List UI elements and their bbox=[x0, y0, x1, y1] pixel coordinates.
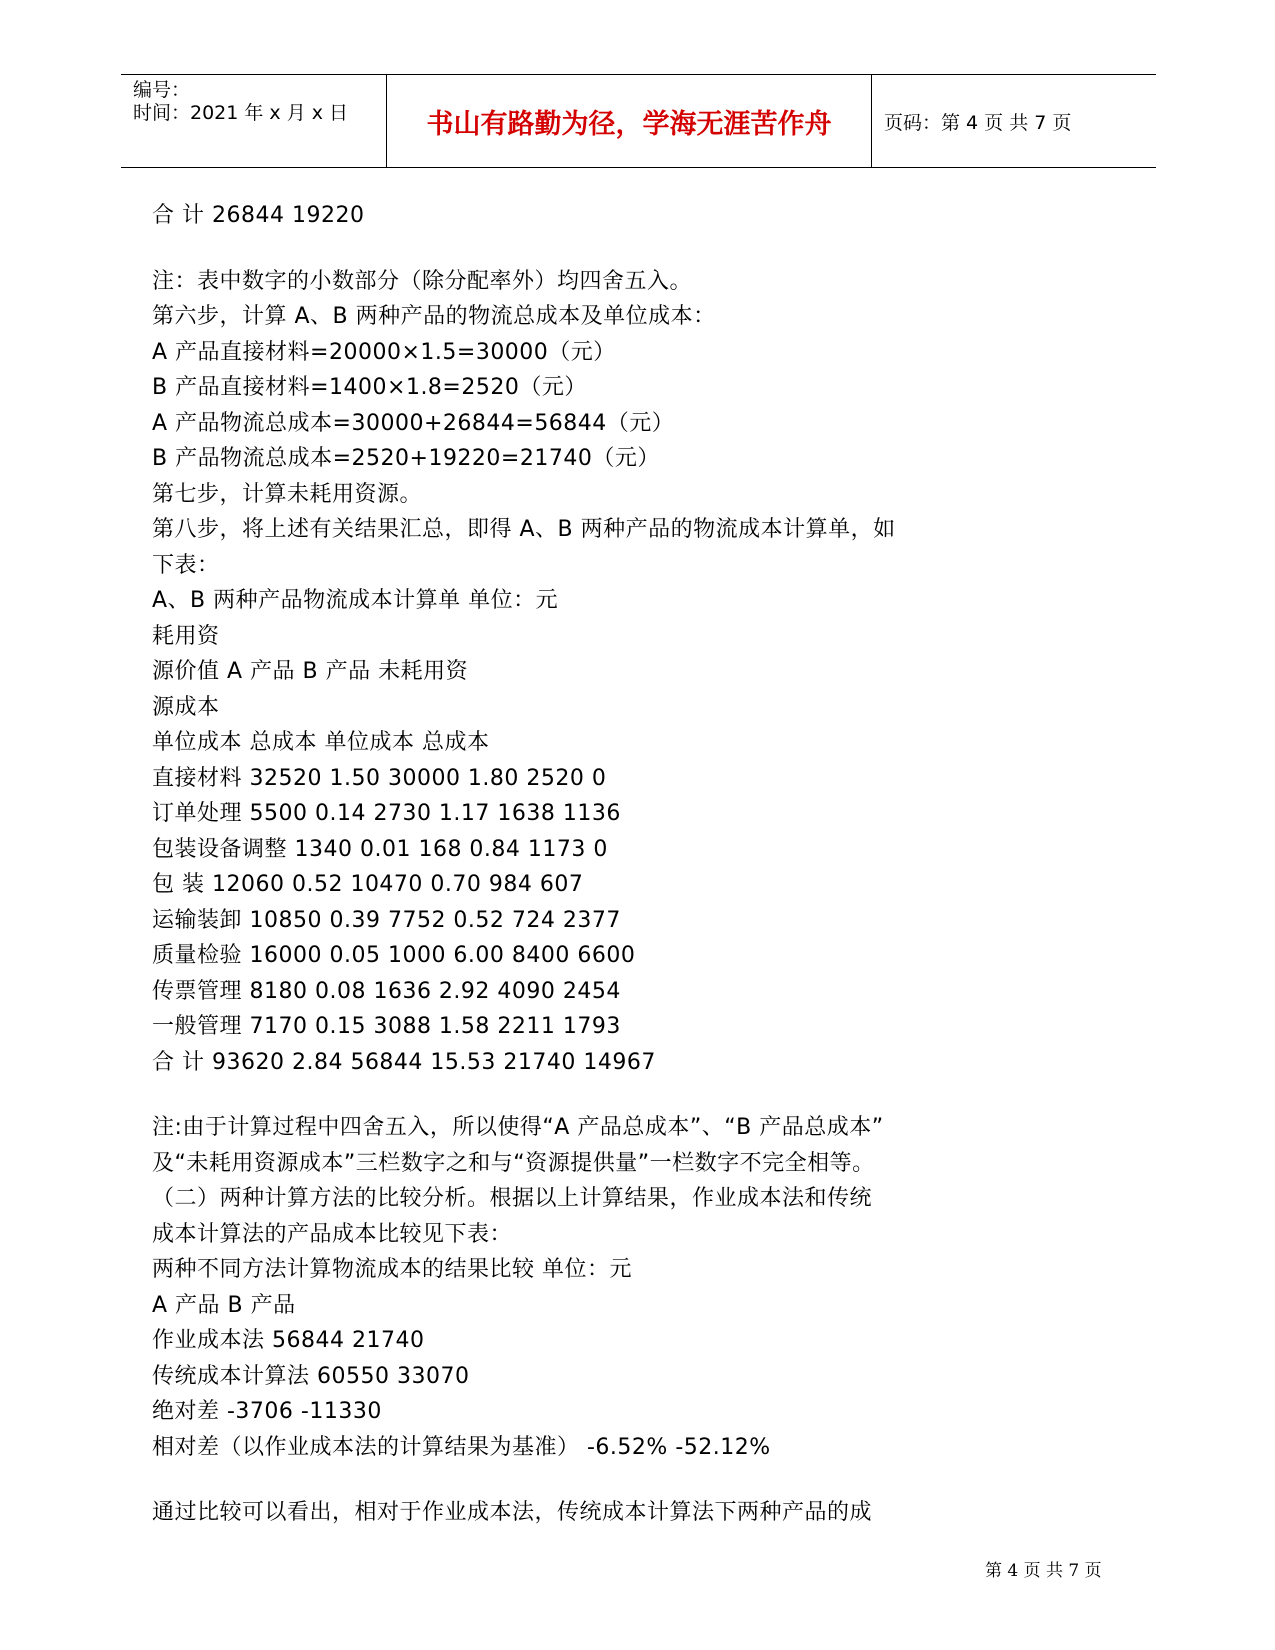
text-line: A 产品物流总成本=30000+26844=56844（元） bbox=[152, 410, 675, 436]
text-line: 成本计算法的产品成本比较见下表： bbox=[152, 1221, 513, 1247]
text-line: 运输装卸 10850 0.39 7752 0.52 724 2377 bbox=[152, 907, 621, 933]
text-line: B 产品物流总成本=2520+19220=21740（元） bbox=[152, 446, 660, 471]
header-page-cell bbox=[872, 75, 1156, 167]
document-number-label: 编号： bbox=[133, 79, 191, 101]
text-line: A 产品直接材料=20000×1.5=30000（元） bbox=[152, 339, 616, 365]
text-line: 源成本 bbox=[152, 694, 220, 720]
text-line: （二）两种计算方法的比较分析。根据以上计算结果，作业成本法和传统 bbox=[152, 1186, 873, 1211]
text-line: 单位成本 总成本 单位成本 总成本 bbox=[152, 730, 490, 755]
text-line: B 产品直接材料=1400×1.8=2520（元） bbox=[152, 375, 587, 400]
motto-text: 书山有路勤为径，学海无涯苦作舟 bbox=[426, 108, 832, 140]
text-line: 第六步，计算 A、B 两种产品的物流总成本及单位成本： bbox=[152, 304, 716, 329]
text-line: 合 计 93620 2.84 56844 15.53 21740 14967 bbox=[152, 1049, 656, 1075]
text-line: 通过比较可以看出，相对于作业成本法，传统成本计算法下两种产品的成 bbox=[152, 1500, 873, 1525]
text-line: 包装设备调整 1340 0.01 168 0.84 1173 0 bbox=[152, 836, 608, 862]
text-line: 耗用资 bbox=[152, 623, 220, 649]
blank-line bbox=[152, 234, 972, 264]
date-label: 时间：2021 年 x 月 x 日 bbox=[133, 102, 349, 124]
text-line: 传票管理 8180 0.08 1636 2.92 4090 2454 bbox=[152, 978, 621, 1004]
text-line: 一般管理 7170 0.15 3088 1.58 2211 1793 bbox=[152, 1014, 621, 1039]
text-line: 合 计 26844 19220 bbox=[152, 203, 365, 228]
text-line: 订单处理 5500 0.14 2730 1.17 1638 1136 bbox=[152, 801, 621, 826]
page-footer: 第 4 页 共 7 页 bbox=[985, 1561, 1102, 1581]
text-line: 第八步，将上述有关结果汇总，即得 A、B 两种产品的物流成本计算单，如 bbox=[152, 517, 896, 542]
text-line: 及“未耗用资源成本”三栏数字之和与“资源提供量”一栏数字不完全相等。 bbox=[152, 1150, 875, 1176]
text-line: 注:由于计算过程中四舍五入，所以使得“A 产品总成本”、“B 产品总成本” bbox=[152, 1115, 884, 1140]
text-line: 包 装 12060 0.52 10470 0.70 984 607 bbox=[152, 872, 584, 897]
text-line: 下表： bbox=[152, 552, 220, 578]
text-line: 直接材料 32520 1.50 30000 1.80 2520 0 bbox=[152, 765, 607, 791]
text-line: 质量检验 16000 0.05 1000 6.00 8400 6600 bbox=[152, 943, 636, 968]
page-code: 页码：第 4 页 共 7 页 bbox=[884, 111, 1072, 134]
text-line: 作业成本法 56844 21740 bbox=[152, 1328, 425, 1353]
text-line: A 产品 B 产品 bbox=[152, 1292, 296, 1318]
page-header bbox=[121, 74, 1156, 168]
text-line: 源价值 A 产品 B 产品 未耗用资 bbox=[152, 659, 469, 684]
text-line: 绝对差 -3706 -11330 bbox=[152, 1399, 382, 1424]
document-body bbox=[152, 198, 972, 1531]
text-line: A、B 两种产品物流成本计算单 单位：元 bbox=[152, 588, 559, 613]
text-line: 注：表中数字的小数部分（除分配率外）均四舍五入。 bbox=[152, 268, 693, 294]
text-line: 相对差（以作业成本法的计算结果为基准） -6.52% -52.12% bbox=[152, 1434, 771, 1460]
header-info-cell bbox=[121, 75, 386, 167]
text-line: 两种不同方法计算物流成本的结果比较 单位：元 bbox=[152, 1257, 632, 1282]
text-line: 第七步，计算未耗用资源。 bbox=[152, 481, 423, 507]
blank-line bbox=[152, 1465, 972, 1495]
blank-line bbox=[152, 1080, 972, 1110]
header-motto-cell bbox=[386, 75, 872, 167]
text-line: 传统成本计算法 60550 33070 bbox=[152, 1363, 470, 1389]
